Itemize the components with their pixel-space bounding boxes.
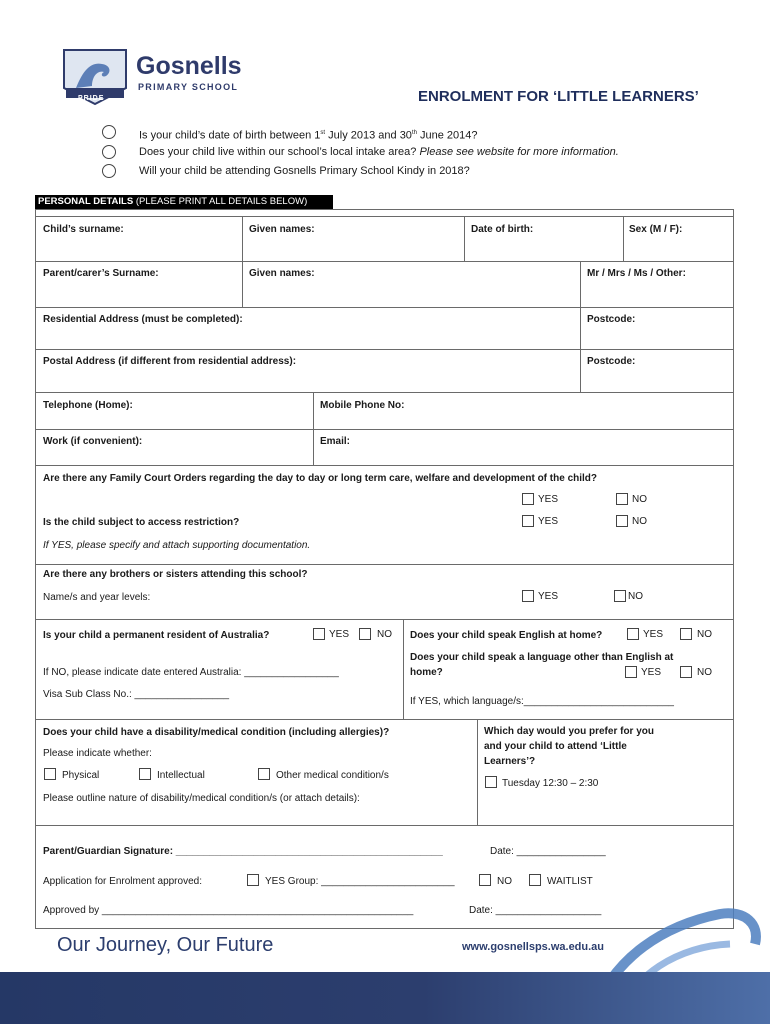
family-court-yes-checkbox[interactable] <box>522 493 534 505</box>
label-other-language: Does your child speak a language other than English at <box>410 652 674 663</box>
label-work: Work (if convenient): <box>43 436 143 447</box>
section-header: PERSONAL DETAILS (PLEASE PRINT ALL DETAILS BELOW) <box>35 195 333 209</box>
access-no-checkbox[interactable] <box>616 515 628 527</box>
label-which-day-2: and your child to attend ‘Little <box>484 741 627 752</box>
siblings-yes-label: YES <box>538 591 559 602</box>
other-medical-checkbox[interactable] <box>258 768 270 780</box>
english-yes-label: YES <box>643 629 664 640</box>
label-other-language-home: home? <box>410 667 443 678</box>
label-english-home: Does your child speak English at home? <box>410 630 603 641</box>
english-yes-checkbox[interactable] <box>627 628 639 640</box>
label-approved-by: Approved by ________________________________________________________ <box>43 905 414 916</box>
other-lang-no-label: NO <box>697 667 712 678</box>
eligibility-radio-2[interactable] <box>102 145 116 159</box>
label-which-day-1: Which day would you prefer for you <box>484 726 655 737</box>
label-date-entered: If NO, please indicate date entered Australia: _________________ <box>43 667 339 678</box>
label-signature-date: Date: ________________ <box>490 846 606 857</box>
label-telephone: Telephone (Home): <box>43 400 133 411</box>
question-dob: Is your child’s date of birth between 1st July 2013 and 30th June 2014? <box>139 129 478 142</box>
resident-no-label: NO <box>377 629 392 640</box>
tuesday-checkbox[interactable] <box>485 776 497 788</box>
form-title: ENROLMENT FOR ‘LITTLE LEARNERS’ <box>418 88 699 105</box>
resident-no-checkbox[interactable] <box>359 628 371 640</box>
other-medical-label: Other medical condition/s <box>276 770 389 781</box>
label-parent-surname: Parent/carer’s Surname: <box>43 268 159 279</box>
label-access-restriction: Is the child subject to access restriction? <box>43 517 240 528</box>
eligibility-radio-3[interactable] <box>102 164 116 178</box>
label-mobile: Mobile Phone No: <box>320 400 405 411</box>
question-intake: Does your child live within our school’s local intake area? Please see website for more information. <box>139 146 619 158</box>
approved-yes-checkbox[interactable] <box>247 874 259 886</box>
siblings-yes-checkbox[interactable] <box>522 590 534 602</box>
access-no-label: NO <box>632 516 647 527</box>
label-which-language: If YES, which language/s:___________________________ <box>410 696 674 707</box>
label-title: Mr / Mrs / Ms / Other: <box>587 268 686 279</box>
physical-label: Physical <box>62 770 100 781</box>
label-sex: Sex (M / F): <box>629 224 683 235</box>
footer-website: www.gosnellsps.wa.edu.au <box>462 941 605 953</box>
label-siblings: Are there any brothers or sisters attending this school? <box>43 569 308 580</box>
question-kindy: Will your child be attending Gosnells Primary School Kindy in 2018? <box>139 165 470 177</box>
family-court-yes-label: YES <box>538 494 559 505</box>
physical-checkbox[interactable] <box>44 768 56 780</box>
access-yes-label: YES <box>538 516 559 527</box>
logo-subtitle: PRIMARY SCHOOL <box>138 82 239 92</box>
label-sibling-names: Name/s and year levels: <box>43 592 151 603</box>
footer-slogan: Our Journey, Our Future <box>57 934 274 956</box>
tuesday-label: Tuesday 12:30 – 2:30 <box>502 778 599 789</box>
eligibility-radio-1[interactable] <box>102 125 116 139</box>
label-which-day-3: Learners’? <box>484 756 536 767</box>
resident-yes-checkbox[interactable] <box>313 628 325 640</box>
other-lang-no-checkbox[interactable] <box>680 666 692 678</box>
family-court-no-label: NO <box>632 494 647 505</box>
if-yes-specify-note: If YES, please specify and attach supporting documentation. <box>43 540 311 551</box>
label-family-court: Are there any Family Court Orders regarding the day to day or long term care, welfare and development of the child? <box>43 473 598 484</box>
label-given-names: Given names: <box>249 224 315 235</box>
label-child-surname: Child’s surname: <box>43 224 124 235</box>
label-parent-given-names: Given names: <box>249 268 315 279</box>
logo-name: Gosnells <box>136 52 242 80</box>
label-application-approved: Application for Enrolment approved: <box>43 876 202 887</box>
waitlist-checkbox[interactable] <box>529 874 541 886</box>
logo-motto: PRIDE <box>78 95 105 102</box>
english-no-checkbox[interactable] <box>680 628 692 640</box>
label-postcode-postal: Postcode: <box>587 356 636 367</box>
other-lang-yes-label: YES <box>641 667 662 678</box>
siblings-no-checkbox[interactable] <box>614 590 626 602</box>
label-postal-address: Postal Address (if different from residential address): <box>43 356 297 367</box>
siblings-no-label: NO <box>628 591 643 602</box>
intellectual-checkbox[interactable] <box>139 768 151 780</box>
access-yes-checkbox[interactable] <box>522 515 534 527</box>
waitlist-label: WAITLIST <box>547 876 593 887</box>
label-permanent-resident: Is your child a permanent resident of Australia? <box>43 630 270 641</box>
label-postcode-residential: Postcode: <box>587 314 636 325</box>
label-indicate-whether: Please indicate whether: <box>43 748 152 759</box>
approved-yes-group-label: YES Group: ________________________ <box>265 876 455 887</box>
label-residential-address: Residential Address (must be completed): <box>43 314 243 325</box>
approved-no-label: NO <box>497 876 512 887</box>
resident-yes-label: YES <box>329 629 350 640</box>
label-approved-date: Date: ___________________ <box>469 905 602 916</box>
english-no-label: NO <box>697 629 712 640</box>
intellectual-label: Intellectual <box>157 770 205 781</box>
approved-no-checkbox[interactable] <box>479 874 491 886</box>
footer-band <box>0 972 770 1024</box>
family-court-no-checkbox[interactable] <box>616 493 628 505</box>
label-visa: Visa Sub Class No.: _________________ <box>43 689 230 700</box>
other-lang-yes-checkbox[interactable] <box>625 666 637 678</box>
label-date-of-birth: Date of birth: <box>471 224 534 235</box>
school-logo <box>62 48 262 106</box>
label-disability: Does your child have a disability/medical condition (including allergies)? <box>43 727 390 738</box>
label-outline: Please outline nature of disability/medical condition/s (or attach details): <box>43 793 360 804</box>
label-email: Email: <box>320 436 351 447</box>
label-signature: Parent/Guardian Signature: ________________________________________________ <box>43 846 443 857</box>
